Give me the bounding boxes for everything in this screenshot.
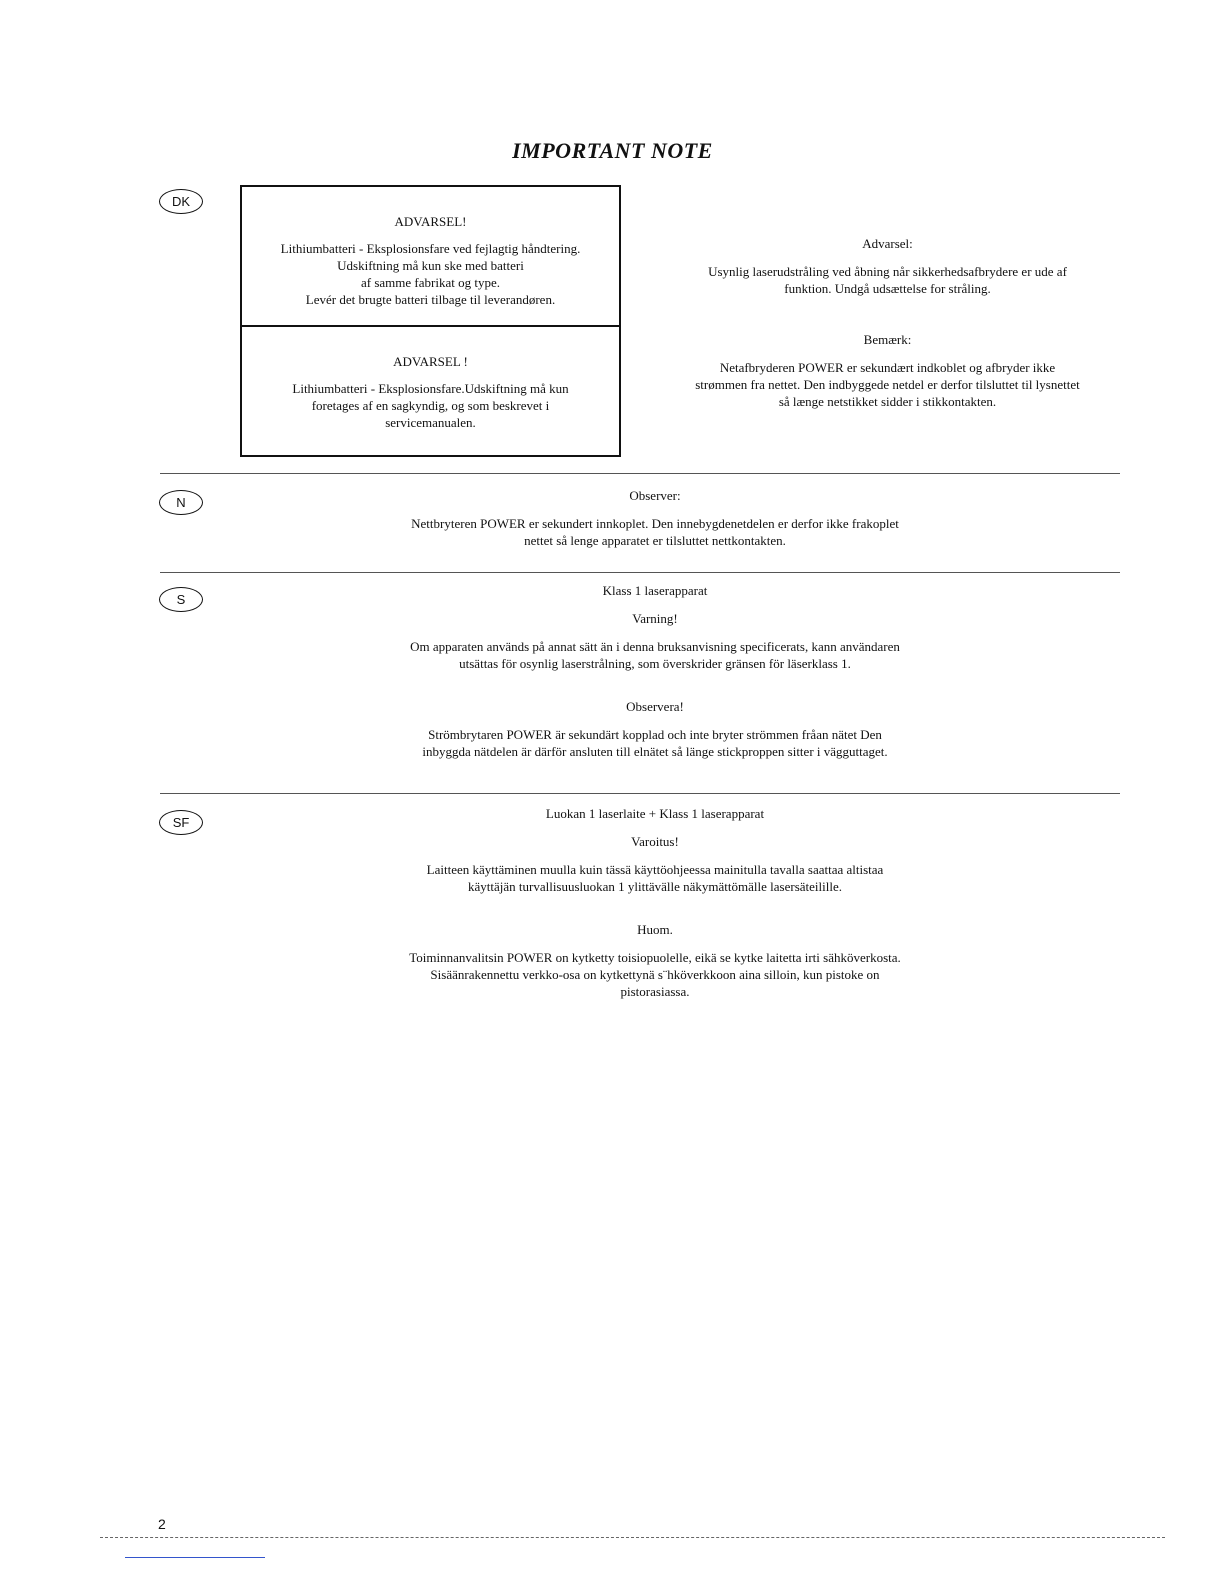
dk-warning-line: Usynlig laserudstråling ved åbning når sikkerhedsafbrydere er ude af	[708, 264, 1067, 279]
s-laser-warning	[300, 582, 1010, 760]
box2-line: foretages af en sagkyndig, og som beskrevet i	[311, 398, 550, 413]
s-warning-line: Om apparaten används på annat sätt än i denna bruksanvisning specificerats, kann användaren	[410, 639, 900, 654]
sf-laser-warning	[300, 805, 1010, 1000]
dk-laser-warning	[650, 235, 1125, 297]
dk-note-heading: Bemærk:	[863, 332, 912, 347]
divider	[160, 793, 1120, 794]
box1-line: Udskiftning må kun ske med batteri	[337, 258, 524, 273]
divider	[160, 473, 1120, 474]
box1-line: Lithiumbatteri - Eksplosionsfare ved fejlagtig håndtering.	[280, 241, 581, 256]
box2-line: Lithiumbatteri - Eksplosionsfare.Udskiftning må kun	[292, 381, 569, 396]
s-warning-heading: Varning!	[632, 611, 678, 626]
box2-line: servicemanualen.	[385, 415, 476, 430]
page-number: 2	[158, 1516, 166, 1532]
scan-artifact-line	[100, 1537, 1165, 1538]
battery-warning-box-1	[240, 185, 621, 327]
sf-warning-line: käyttäjän turvallisuusluokan 1 ylittävälle näkymättömälle lasersäteilille.	[467, 879, 842, 894]
dk-note-line: så længe netstikket sidder i stikkontakten.	[778, 394, 997, 409]
n-line: Nettbryteren POWER er sekundert innkoplet. Den innebygdenetdelen er derfor ikke frakoplet	[411, 516, 899, 531]
dk-note-line: Netafbryderen POWER er sekundært indkoblet og afbryder ikke	[719, 360, 1056, 375]
dk-warning-line: funktion. Undgå udsættelse for stråling.	[784, 281, 991, 296]
n-power-note	[300, 487, 1010, 549]
n-line: nettet så lenge apparatet er tilsluttet nettkontakten.	[524, 533, 786, 548]
box1-heading: ADVARSEL!	[394, 214, 467, 229]
s-warning-line: utsättas för osynlig laserstrålning, som överskrider gränsen för läserklass 1.	[459, 656, 851, 671]
scan-artifact-line	[125, 1557, 265, 1558]
box1-line: af samme fabrikat og type.	[361, 275, 500, 290]
n-heading: Observer:	[629, 488, 681, 503]
badge-n: N	[159, 490, 203, 515]
battery-warning-box-2	[240, 325, 621, 457]
sf-note-line: pistorasiassa.	[620, 984, 690, 999]
sf-warning-line: Laitteen käyttäminen muulla kuin tässä käyttöohjeessa mainitulla tavalla saattaa altistaa	[426, 862, 884, 877]
dk-note-line: strømmen fra nettet. Den indbyggede netdel er derfor tilsluttet til lysnettet	[695, 377, 1080, 392]
sf-note-line: Sisäänrakennettu verkko-osa on kytkettynä s¨hköverkkoon aina silloin, kun pistoke on	[430, 967, 880, 982]
dk-power-note	[650, 331, 1125, 410]
dk-warning-heading: Advarsel:	[862, 236, 913, 251]
s-class-label: Klass 1 laserapparat	[602, 583, 708, 598]
s-note-line: Strömbrytaren POWER är sekundärt kopplad och inte bryter strömmen fråan nätet Den	[428, 727, 882, 742]
page-title: IMPORTANT NOTE	[512, 138, 713, 163]
divider	[160, 572, 1120, 573]
badge-sf: SF	[159, 810, 203, 835]
s-note-heading: Observera!	[626, 699, 684, 714]
sf-warning-heading: Varoitus!	[631, 834, 679, 849]
badge-dk: DK	[159, 189, 203, 214]
sf-class-label: Luokan 1 laserlaite + Klass 1 laserapparat	[545, 806, 765, 821]
box2-heading: ADVARSEL !	[393, 354, 468, 369]
sf-note-line: Toiminnanvalitsin POWER on kytketty toisiopuolelle, eikä se kytke laitetta irti sähköverkosta.	[409, 950, 901, 965]
sf-note-heading: Huom.	[637, 922, 673, 937]
s-note-line: inbyggda nätdelen är därför ansluten till elnätet så länge stickproppen sitter i vägguttaget.	[422, 744, 888, 759]
badge-s: S	[159, 587, 203, 612]
box1-line: Levér det brugte batteri tilbage til leverandøren.	[305, 292, 556, 307]
